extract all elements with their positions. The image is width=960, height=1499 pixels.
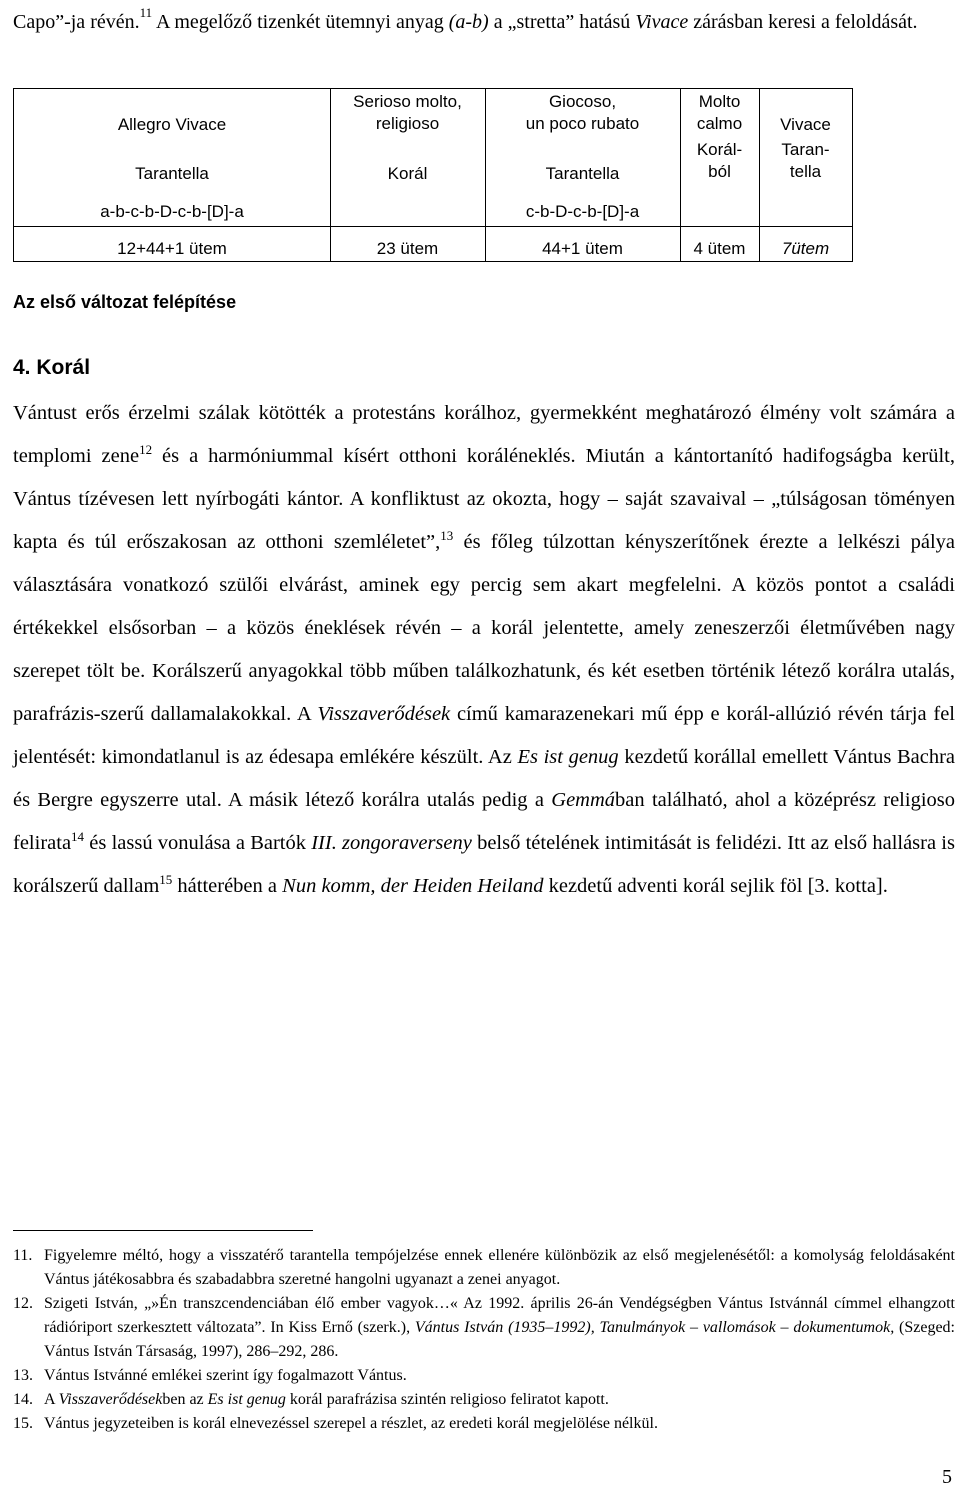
intro-vivace: Vivace xyxy=(635,11,689,33)
measure-cell xyxy=(680,238,759,260)
footnote-text: Vántus jegyzeteiben is korál elnevezéssel szerepel a részlet, az eredeti korál megjelölése nélkül. xyxy=(44,1415,658,1432)
intro-text-1: Capo”-ja révén. xyxy=(13,11,140,33)
section-heading: 4. Korál xyxy=(13,356,91,379)
intro-paragraph xyxy=(13,4,947,41)
form-cell xyxy=(485,201,680,223)
body-text: kezdetű adventi korál sejlik föl [3. kotta]. xyxy=(543,875,888,897)
measure-label: 23 ütem xyxy=(376,239,439,258)
footnote-13 xyxy=(13,1364,955,1388)
type-cell xyxy=(680,139,759,183)
footnote-14 xyxy=(13,1388,955,1412)
intro-text-2: A megelőző tizenkét ütemnyi anyag xyxy=(152,11,449,33)
tempo-cell xyxy=(759,114,852,136)
type-label: Korál xyxy=(387,164,428,183)
footnote-ref-13[interactable]: 13 xyxy=(440,528,454,544)
form-cell xyxy=(14,201,330,223)
footnote-text: Vántus Istvánné emlékei szerint így fogalmazott Vántus. xyxy=(44,1367,407,1384)
measure-cell xyxy=(759,238,852,260)
body-paragraph xyxy=(13,392,955,908)
intro-text-4: zárásban keresi a feloldását. xyxy=(688,11,918,33)
tempo-label: calmo xyxy=(696,114,743,133)
work-title: Es ist genug xyxy=(207,1391,286,1408)
footnote-15 xyxy=(13,1412,955,1436)
tempo-label: Allegro Vivace xyxy=(117,115,227,134)
tempo-label: Vivace xyxy=(780,115,831,134)
tempo-label: Molto xyxy=(698,92,741,111)
measure-cell xyxy=(485,238,680,260)
footnote-number: 11. xyxy=(13,1247,33,1264)
body-text: című kamarazenekari mű épp e korál-allúzió révén tárja fel jelentését: kimondatlanul is az édesapa emlékére készült. Az xyxy=(13,703,955,768)
tempo-cell xyxy=(330,91,485,135)
footnote-text: (Szeged: Vántus István Társaság, 1997), 286–292, 286. xyxy=(44,1319,955,1360)
footnote-text: korál parafrázisa szintén religioso feliratot kapott. xyxy=(285,1391,609,1408)
footnote-12 xyxy=(13,1292,955,1364)
measure-label: 44+1 ütem xyxy=(542,239,623,258)
footnote-separator xyxy=(13,1230,313,1231)
type-label: ból xyxy=(708,162,731,181)
tempo-cell xyxy=(485,91,680,135)
page-number: 5 xyxy=(942,1466,952,1488)
form-structure-table xyxy=(13,88,853,262)
body-text: és főleg túlzottan kényszerítőnek érezte a lelkészi pálya választására vonatkozó szülői elvárást, aminek egy percig sem akart megfelelni. A közös pontot a családi értékekkel elsősorban – a közös éneklések révén – a korál jelentette, amely zeneszerzői életművében nagy szerepet tölt be. Korálszerű anyagokkal több műben találkozhatunk, és két esetben történik létező korálra utalás, parafrázis-szerű dallamalakokkal. A xyxy=(13,531,955,725)
body-text: és a harmóniummal kísért otthoni koráléneklés. Miután a kántortanító hadifogságba került, Vántus tízévesen lett nyírbogáti kántor. A konfliktust az okozta, hogy – saját szavaival – „túlságosan töményen kapta és túl erőszakosan az otthoni szemléletet”, xyxy=(13,445,956,553)
work-title: Gemmá xyxy=(551,789,616,811)
type-cell xyxy=(14,163,330,185)
tempo-label: religioso xyxy=(375,114,440,133)
tempo-label: Serioso molto, xyxy=(353,92,462,111)
footnote-ref-11[interactable]: 11 xyxy=(139,5,153,21)
footnote-ref-15[interactable]: 15 xyxy=(159,872,173,888)
footnote-ref-12[interactable]: 12 xyxy=(139,442,153,458)
measure-cell xyxy=(14,238,330,260)
type-label: Taran- xyxy=(781,140,830,159)
tempo-label: un poco rubato xyxy=(525,114,640,133)
type-label: Korál- xyxy=(696,140,743,159)
form-label: c-b-D-c-b-[D]-a xyxy=(525,202,640,221)
work-title: Visszaverődések xyxy=(317,703,451,725)
type-label: tella xyxy=(789,162,822,181)
footnote-number: 13. xyxy=(13,1367,33,1384)
body-text: kezdetű korállal emellett Vántus Bachra és Bergre egyszerre utal. A másik létező korálra utalás pedig a xyxy=(13,746,955,811)
type-cell xyxy=(759,139,852,183)
footnote-text: Figyelemre méltó, hogy a visszatérő tarantella tempójelzése ennek ellenére különbözik az első megjelenésétől: a komolyság feloldásaként Vántus játékosabbra és szabadabbra szeretné hangolni ugyanazt a zenei anyagot. xyxy=(44,1247,955,1288)
measure-label: 7ütem xyxy=(781,239,830,258)
body-text: hátterében a xyxy=(172,875,283,897)
measure-cell xyxy=(330,238,485,260)
tempo-label: Giocoso, xyxy=(548,92,617,111)
book-title: Vántus István (1935–1992), Tanulmányok – vallomások – dokumentumok, xyxy=(414,1319,895,1336)
footnote-text: A xyxy=(44,1391,59,1408)
intro-ab: (a-b) xyxy=(448,11,489,33)
footnote-text: Szigeti István, „»Én transzcendenciában élő ember vagyok…« Az 1992. április 26-án Vendégségben Vántus Istvánnál címmel elhangzott rádióriport szerkesztett változata”. In Kiss Ernő (szerk.), xyxy=(44,1295,955,1336)
table-caption: Az első változat felépítése xyxy=(13,292,237,312)
type-label: Tarantella xyxy=(135,164,209,183)
footnotes xyxy=(13,1244,955,1436)
footnote-number: 15. xyxy=(13,1415,33,1432)
tempo-cell xyxy=(14,114,330,136)
footnote-number: 14. xyxy=(13,1391,33,1408)
measure-label: 4 ütem xyxy=(693,239,746,258)
work-title: Nun komm, der Heiden Heiland xyxy=(282,875,544,897)
work-title: Visszaverődések xyxy=(58,1391,163,1408)
footnote-11 xyxy=(13,1244,955,1292)
type-cell xyxy=(330,163,485,185)
work-title: III. zongoraverseny xyxy=(311,832,472,854)
type-cell xyxy=(485,163,680,185)
body-text: és lassú vonulása a Bartók xyxy=(84,832,312,854)
type-label: Tarantella xyxy=(545,164,620,183)
table-divider xyxy=(14,226,852,227)
footnote-ref-14[interactable]: 14 xyxy=(71,829,85,845)
work-title: Es ist genug xyxy=(517,746,619,768)
body-text: Vántust erős érzelmi szálak kötötték a protestáns korálhoz, gyermekként meghatározó élmény volt számára a templomi zene xyxy=(13,402,955,467)
footnote-number: 12. xyxy=(13,1295,33,1312)
form-label: a-b-c-b-D-c-b-[D]-a xyxy=(100,202,244,221)
intro-text-3: a „stretta” hatású xyxy=(488,11,636,33)
measure-label: 12+44+1 ütem xyxy=(117,239,227,258)
body-text: belső tételének intimitását is felidézi. Itt az első hallásra is korálszerű dallam xyxy=(13,832,955,897)
footnote-text: ben az xyxy=(162,1391,208,1408)
body-text: ban található, ahol a középrész religioso felirata xyxy=(13,789,956,854)
tempo-cell xyxy=(680,91,759,135)
